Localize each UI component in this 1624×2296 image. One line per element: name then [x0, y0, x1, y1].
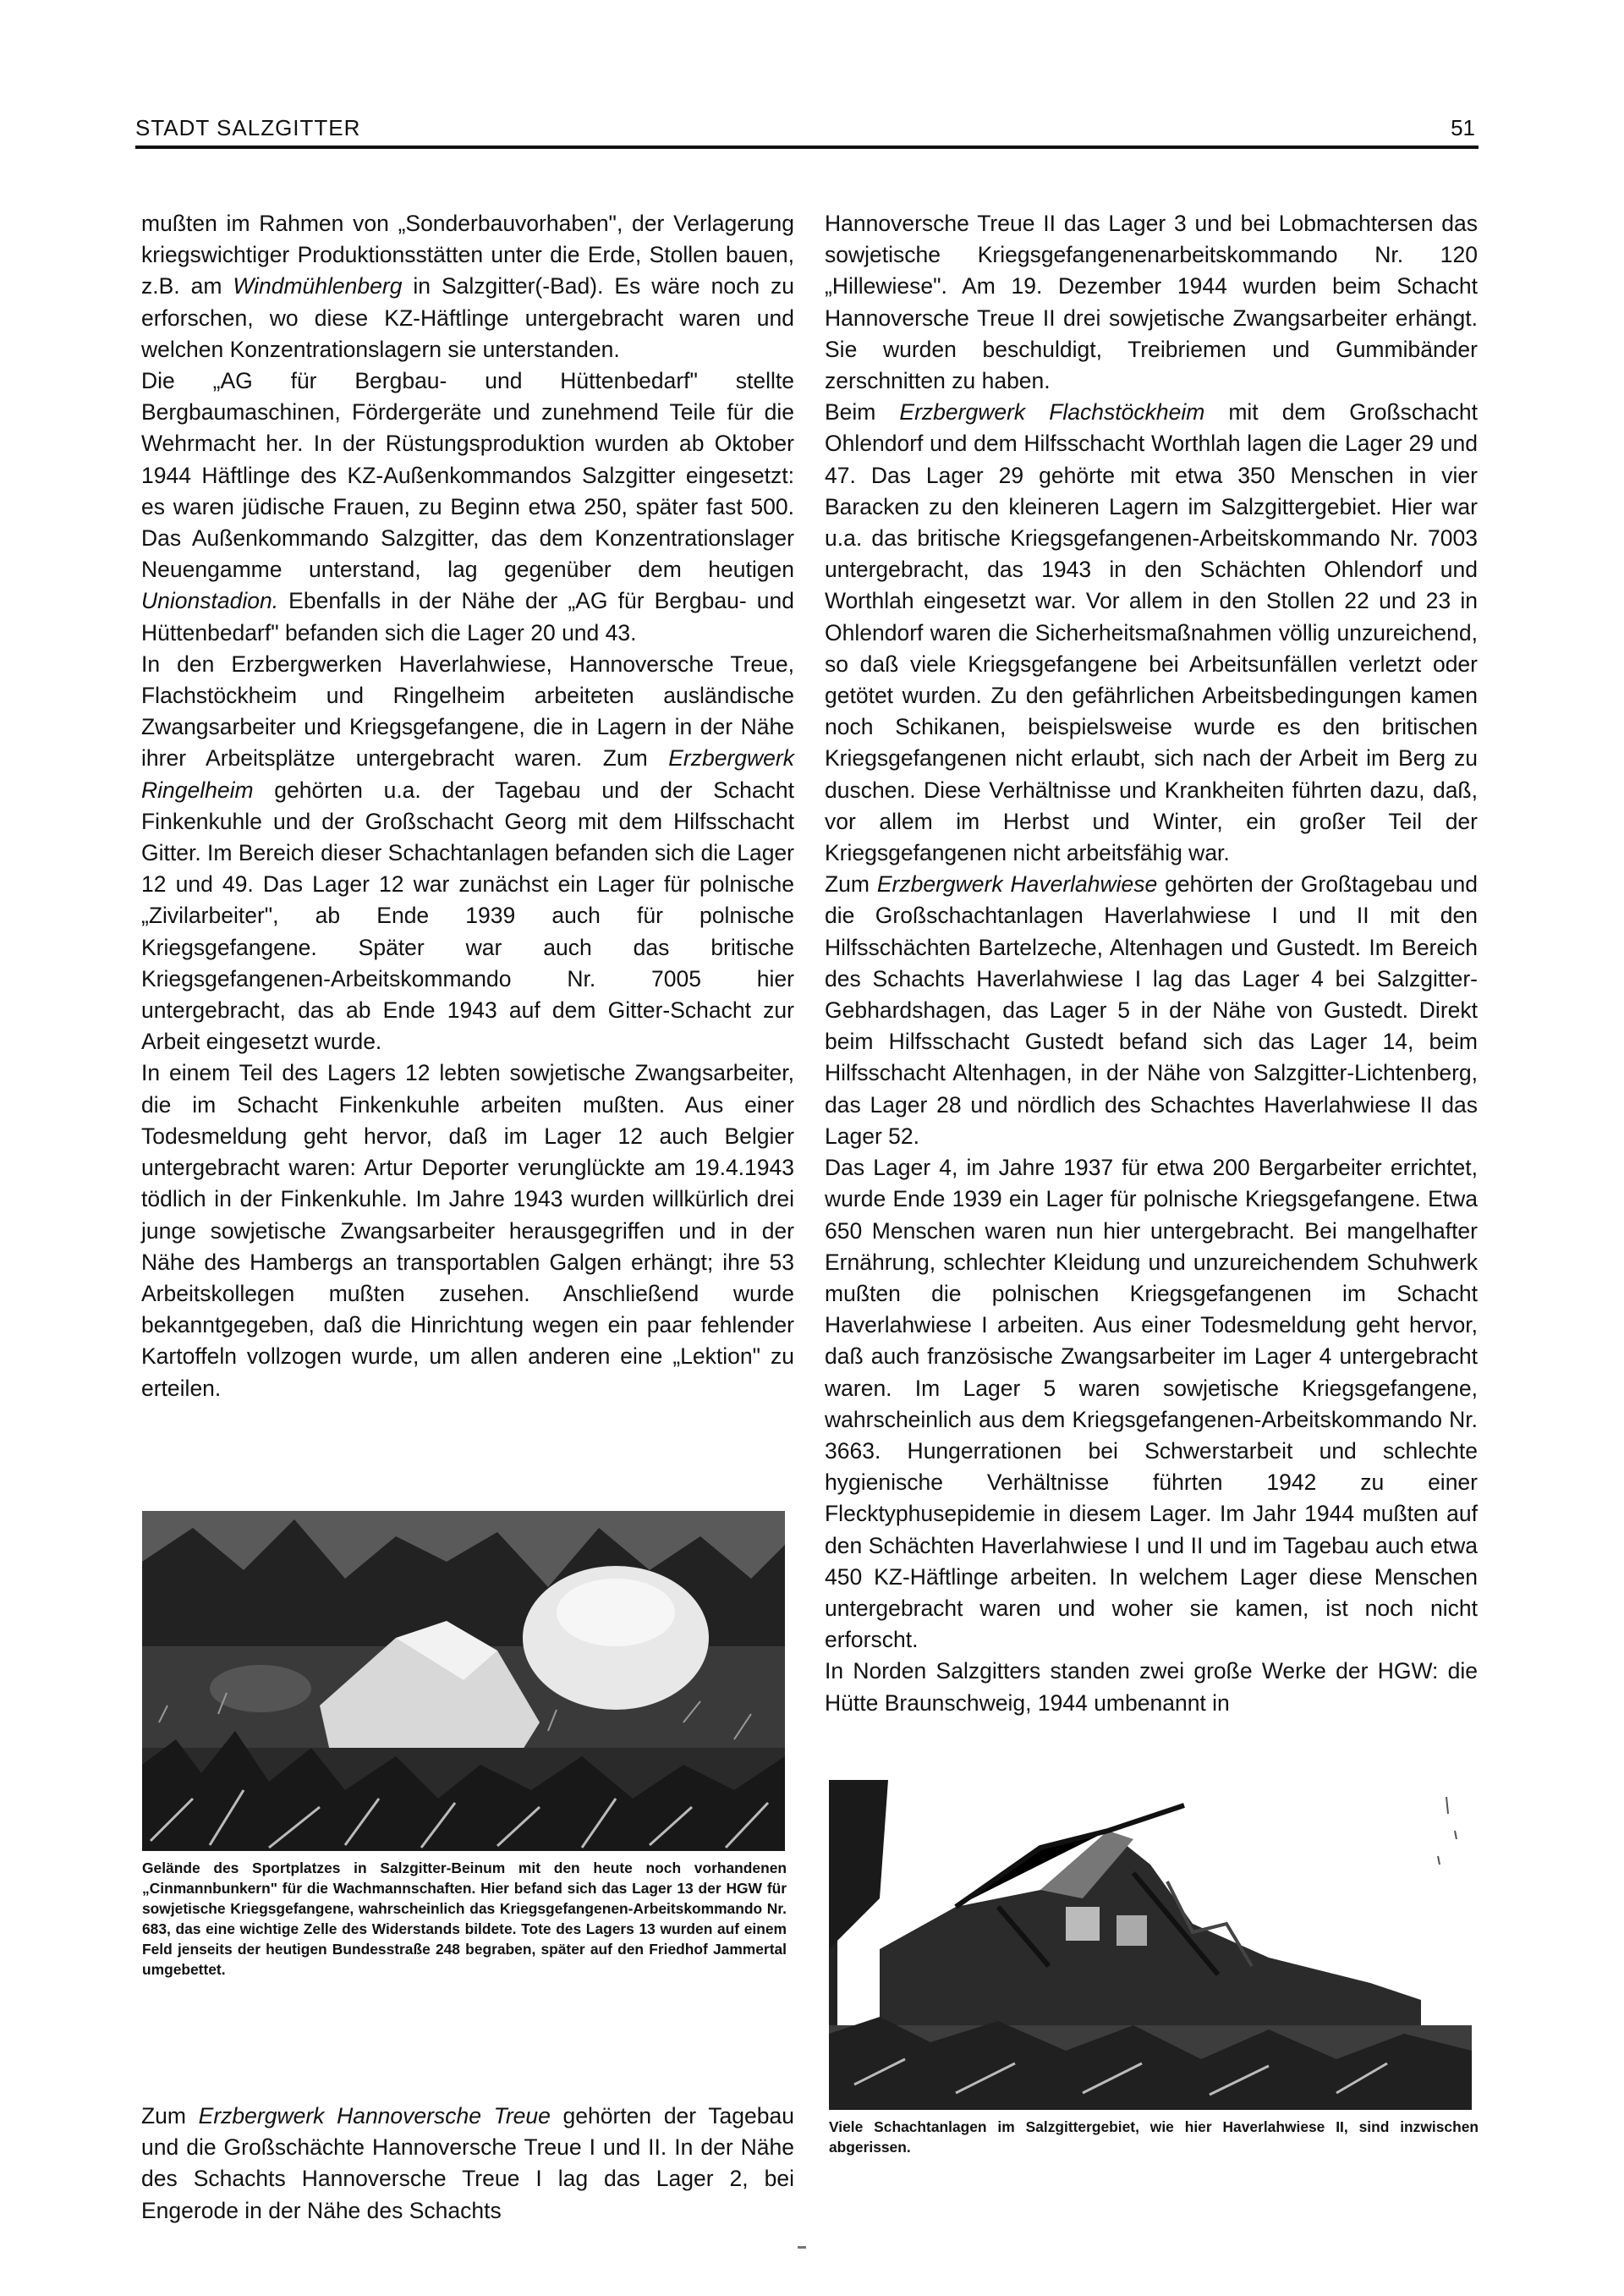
photo-sportplatz-bunker: [142, 1511, 785, 1851]
header-rule: [135, 146, 1479, 149]
emphasis: Erzbergwerk Ringelheim: [141, 745, 794, 803]
footer-mark: [798, 2246, 806, 2249]
paragraph: Zum Erzbergwerk Hannoversche Treue gehörten der Tagebau und die Großschächte Hannoversche Treue I und II. In der Nähe des Schachts Hannoversche Treue I lag das Lager 2, bei Engerode in der Nähe des Schachts: [141, 2103, 794, 2223]
paragraph: Das Lager 4, im Jahre 1937 für etwa 200 Bergarbeiter errichtet, wurde Ende 1939 ein Lager für polnische Kriegsgefangene. Etwa 650 Menschen waren nun hier untergebracht. Bei mangelhafter Ernährung, schlechter Kleidung und unzureichendem Schuhwerk mußten die polnischen Kriegsgefangenen im Schacht Haverlahwiese I arbeiten. Aus einer Todesmeldung geht hervor, daß auch französische Zwangsarbeiter im Lager 4 untergebracht waren. Im Lager 5 waren sowjetische Kriegsgefangene, wahrscheinlich aus dem Kriegsgefangenen-Arbeitskommando Nr. 3663. Hungerrationen bei Schwerstarbeit und schlechte hygienische Verhältnisse führten 1942 zu einer Flecktyphusepidemie in diesem Lager. Im Jahr 1944 mußten auf den Schächten Haverlahwiese I und II und im Tagebau auch etwa 450 KZ-Häftlinge arbeiten. In welchem Lager diese Menschen untergebracht waren und woher sie kamen, ist noch nicht erforscht.: [825, 1155, 1478, 1653]
right-column: [825, 208, 1478, 1719]
paragraph: Zum Erzbergwerk Haverlahwiese gehörten der Großtagebau und die Großschachtanlagen Haverlahwiese I und II mit den Hilfsschächten Bartelzeche, Altenhagen und Gustedt. Im Bereich des Schachts Haverlahwiese I lag das Lager 4 bei Salzgitter-Gebhardshagen, das Lager 5 in der Nähe von Gustedt. Direkt beim Hilfsschacht Gustedt befand sich das Lager 14, beim Hilfsschacht Altenhagen, in der Nähe von Salzgitter-Lichtenberg, das Lager 28 und nördlich des Schachtes Haverlahwiese II das Lager 52.: [825, 871, 1479, 1149]
emphasis: Erzbergwerk Hannoversche Treue: [198, 2103, 551, 2128]
photo-haverlahwiese-ruin: [829, 1780, 1472, 2110]
page-number: 51: [1451, 115, 1475, 140]
paragraph: In einem Teil des Lagers 12 lebten sowjetische Zwangsarbeiter, die im Schacht Finkenkuhle arbeiten mußten. Aus einer Todesmeldung geht hervor, daß im Lager 12 auch Belgier untergebracht waren: Artur Deporter verunglückte am 19.4.1943 tödlich in der Finkenkuhle. Im Jahre 1943 wurden willkürlich drei junge sowjetische Zwangsarbeiter herausgegriffen und in der Nähe des Hambergs an transportablen Galgen erhängt; ihre 53 Arbeitskollegen mußten zusehen. Anschließend wurde bekanntgegeben, daß die Hinrichtung wegen ein paar fehlender Kartoffeln vollzogen wurde, um allen anderen eine „Lektion" zu erteilen.: [141, 1060, 794, 1401]
paragraph: Die „AG für Bergbau- und Hüttenbedarf" stellte Bergbaumaschinen, Fördergeräte und zunehmend Teile für die Wehrmacht her. In der Rüstungsproduktion wurden ab Oktober 1944 Häftlinge des KZ-Außenkommandos Salzgitter eingesetzt: es waren jüdische Frauen, zu Beginn etwa 250, später fast 500. Das Außenkommando Salzgitter, das dem Konzentrationslager Neuengamme unterstand, lag gegenüber dem heutigen Unionstadion. Ebenfalls in der Nähe der „AG für Bergbau- und Hüttenbedarf" befanden sich die Lager 20 und 43.: [141, 368, 794, 645]
paragraph: Hannoversche Treue II das Lager 3 und bei Lobmachtersen das sowjetische Kriegsgefangenenarbeitskommando Nr. 120 „Hillewiese". Am 19. Dezember 1944 wurden beim Schacht Hannoversche Treue II drei sowjetische Zwangsarbeiter erhängt. Sie wurden beschuldigt, Treibriemen und Gummibänder zerschnitten zu haben.: [825, 211, 1478, 394]
photo-caption-left: Gelände des Sportplatzes in Salzgitter-Beinum mit den heute noch vorhandenen „Cinmannbunkern" für die Wachmannschaften. Hier befand sich das Lager 13 der HGW für sowjetische Kriegsgefangene, wahrscheinlich das Kriegsgefangenen-Arbeitskommando Nr. 683, das eine wichtige Zelle des Widerstands bildete. Tote des Lagers 13 wurden auf einem Feld jenseits der heutigen Bundesstraße 248 begraben, später auf den Friedhof Jammertal umgebettet.: [142, 1859, 787, 1978]
emphasis: Erzbergwerk Haverlahwiese: [876, 871, 1158, 898]
paragraph: mußten im Rahmen von „Sonderbauvorhaben", der Verlagerung kriegswichtiger Produktionsstätten unter die Erde, Stollen bauen, z.B. am Windmühlenberg in Salzgitter(-Bad). Es wäre noch zu erforschen, wo diese KZ-Häftlinge untergebracht waren und welchen Konzentrationslagern sie unterstanden.: [141, 211, 794, 362]
emphasis: Windmühlenberg: [233, 273, 403, 299]
paragraph: In Norden Salzgitters standen zwei große Werke der HGW: die Hütte Braunschweig, 1944 umbenannt in: [825, 1658, 1478, 1716]
left-column-bottom: [141, 2101, 794, 2227]
paragraph: Beim Erzbergwerk Flachstöckheim mit dem Großschacht Ohlendorf und dem Hilfsschacht Worthlah lagen die Lager 29 und 47. Das Lager 29 gehörte mit etwa 350 Menschen in vier Baracken zu den kleineren Lagern im Salzgittergebiet. Hier war u.a. das britische Kriegsgefangenen-Arbeitskommando Nr. 7003 untergebracht, das 1943 in den Schächten Ohlendorf und Worthlah eingesetzt war. Vor allem in den Stollen 22 und 23 in Ohlendorf waren die Sicherheitsmaßnahmen völlig unzureichend, so daß viele Kriegsgefangene bei Arbeitsunfällen verletzt oder getötet wurden. Zu den gefährlichen Arbeitsbedingungen kamen noch Schikanen, beispielsweise wurde es den britischen Kriegsgefangenen nicht erlaubt, sich nach der Arbeit im Berg zu duschen. Diese Verhältnisse und Krankheiten führten dazu, daß, vor allem im Herbst und Winter, ein großer Teil der Kriegsgefangenen nicht arbeitsfähig war.: [825, 399, 1478, 866]
photo-caption-right: Viele Schachtanlagen im Salzgittergebiet, wie hier Haverlahwiese II, sind inzwischen abgerissen.: [829, 2118, 1479, 2156]
left-column-top: [141, 208, 794, 1404]
paragraph: In den Erzbergwerken Haverlahwiese, Hannoversche Treue, Flachstöckheim und Ringelheim arbeiteten ausländische Zwangsarbeiter und Kriegsgefangene, die in Lagern in der Nähe ihrer Arbeitsplätze untergebracht waren. Zum Erzbergwerk Ringelheim gehörten u.a. der Tagebau und der Schacht Finkenkuhle und der Großschacht Georg mit dem Hilfsschacht Gitter. Im Bereich dieser Schachtanlagen befanden sich die Lager 12 und 49. Das Lager 12 war zunächst ein Lager für polnische „Zivilarbeiter", ab Ende 1939 auch für polnische Kriegsgefangene. Später war auch das britische Kriegsgefangenen-Arbeitskommando Nr. 7005 hier untergebracht, das ab Ende 1943 auf dem Gitter-Schacht zur Arbeit eingesetzt wurde.: [141, 651, 794, 1055]
emphasis: Unionstadion.: [141, 588, 279, 614]
running-head: STADT SALZGITTER: [135, 115, 361, 140]
emphasis: Erzbergwerk Flachstöckheim: [899, 399, 1205, 426]
